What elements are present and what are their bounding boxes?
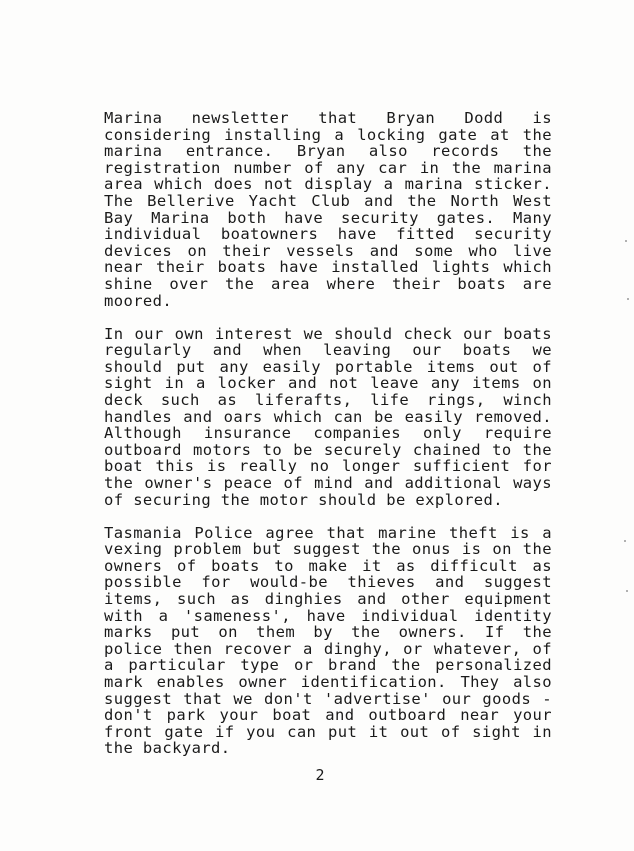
text-line: boat this is really no longer sufficient for — [104, 457, 552, 476]
page-number: 2 — [315, 766, 325, 784]
text-line: moored. — [104, 291, 173, 310]
text-line: suggest that we don't 'advertise' our goods - — [104, 689, 552, 708]
text-line: Tasmania Police agree that marine theft is a — [104, 523, 552, 542]
body-text — [104, 110, 552, 773]
text-line: handles and oars which can be easily removed. — [104, 407, 552, 426]
scan-speck — [626, 590, 628, 592]
text-line: In our own interest we should check our boats — [104, 324, 552, 343]
text-line: sight in a locker and not leave any items on — [104, 374, 552, 393]
scan-speck — [627, 298, 629, 300]
paragraph-1 — [104, 110, 552, 309]
scan-speck — [624, 540, 626, 542]
text-line: don't park your boat and outboard near your — [104, 706, 552, 725]
text-line: owners of boats to make it as difficult as — [104, 556, 552, 575]
paragraph-3 — [104, 525, 552, 757]
text-line: individual boatowners have fitted security — [104, 225, 552, 244]
text-line: The Bellerive Yacht Club and the North West — [104, 191, 552, 210]
text-line: should put any easily portable items out of — [104, 357, 552, 376]
paragraph-2 — [104, 326, 552, 509]
text-line: vexing problem but suggest the onus is on the — [104, 540, 552, 559]
text-line: near their boats have installed lights which — [104, 258, 552, 277]
text-line: the owner's peace of mind and additional ways — [104, 473, 552, 492]
text-line: police then recover a dinghy, or whatever, of — [104, 639, 552, 658]
text-line: Marina newsletter that Bryan Dodd is — [104, 109, 552, 127]
text-line: possible for would-be thieves and suggest — [104, 573, 552, 592]
text-line: items, such as dinghies and other equipment — [104, 590, 552, 609]
text-line: deck such as liferafts, life rings, winch — [104, 391, 552, 409]
text-line: Bay Marina both have security gates. Many — [104, 208, 552, 227]
text-line: considering installing a locking gate at the — [104, 125, 552, 144]
text-line: Although insurance companies only require — [104, 424, 552, 443]
text-line: shine over the area where their boats are — [104, 274, 552, 293]
text-line: with a 'sameness', have individual identity — [104, 606, 552, 625]
text-line: of securing the motor should be explored. — [104, 490, 504, 509]
text-line: a particular type or brand the personalized — [104, 656, 552, 675]
text-line: front gate if you can put it out of sight in — [104, 722, 552, 741]
text-line: marina entrance. Bryan also records the — [104, 142, 552, 161]
text-line: marks put on them by the owners. If the — [104, 623, 552, 642]
text-line: the backyard. — [104, 739, 231, 758]
text-line: mark enables owner identification. They also — [104, 673, 552, 691]
text-line: devices on their vessels and some who live — [104, 241, 552, 260]
text-line: outboard motors to be securely chained to the — [104, 440, 552, 459]
text-line: area which does not display a marina sticker. — [104, 175, 552, 194]
scan-speck — [625, 240, 627, 242]
text-line: registration number of any car in the marina — [104, 158, 552, 177]
text-line: regularly and when leaving our boats we — [104, 341, 552, 360]
